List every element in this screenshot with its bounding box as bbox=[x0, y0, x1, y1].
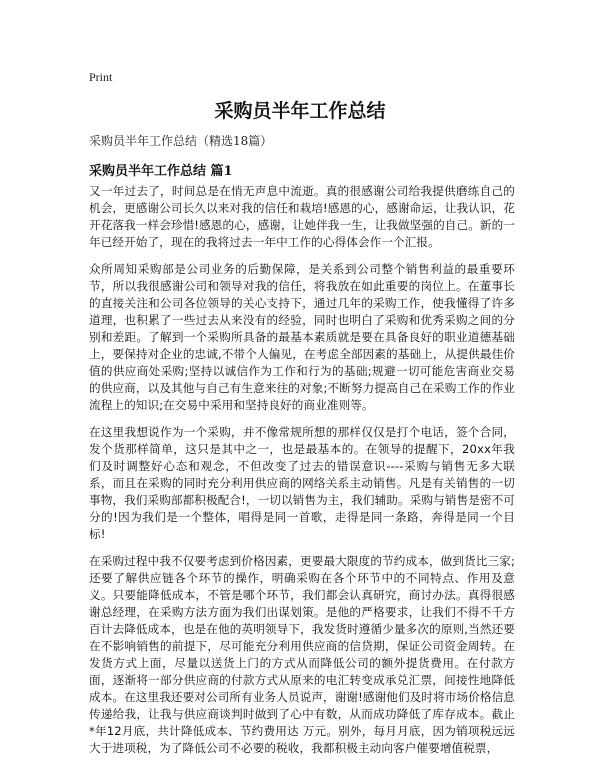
paragraph: 又一年过去了，时间总是在悄无声息中流逝。真的很感谢公司给我提供磨练自己的机会，更感谢公司长久以来对我的信任和栽培!感恩的心，感谢命运，让我认识，花开花落我一样会珍惜!感恩的心，感谢，让她伴我一生，让我做坚强的自己。新的一年已经开始了，现在的我将过去一年中工作的心得体会作一个汇报。 bbox=[89, 184, 515, 249]
document-subtitle: 采购员半年工作总结（精选18篇） bbox=[89, 134, 273, 148]
paragraph: 众所周知采购部是公司业务的后勤保障，是关系到公司整个销售利益的最重要环节，所以我很感谢公司和领导对我的信任，将我放在如此重要的岗位上。在董事长的直接关注和公司各位领导的关心支持下，通过几年的采购工作，使我懂得了许多道理，也积累了一些过去从来没有的经验，同时也明白了采购和优秀采购之间的分别和差距。了解到一个采购所具备的最基本素质就是要在具备良好的职业道德基础上，要保持对企业的忠诚,不带个人偏见，在考虑全部因素的基础上，从提供最佳价值的供应商处采购;坚持以诚信作为工作和行为的基础;规避一切可能危害商业交易的供应商，以及其他与自己有生意来往的对象;不断努力提高自己在采购工作的作业流程上的知识;在交易中采用和坚持良好的商业准则等。 bbox=[89, 262, 515, 412]
section-heading: 采购员半年工作总结 篇1 bbox=[89, 164, 233, 179]
paragraph: 在这里我想说作为一个采购，并不像常规所想的那样仅仅是打个电话，签个合同，发个货那样简单，这只是其中之一，也是最基本的。在领导的提醒下，20xx年我们及时调整好心态和观念，不但改变了过去的错误意识----采购与销售无多大联系，而且在采购的同时充分利用供应商的网络关系主动销售。凡是有关销售的一切事物，我们采购部都积极配合!，一切以销售为主，我们辅助。采购与销售是密不可分的!因为我们是一个整体，唱得是同一首歌，走得是同一条路，奔得是同一个目标! bbox=[89, 425, 515, 541]
paragraph: 在采购过程中我不仅要考虑到价格因素，更要最大限度的节约成本，做到货比三家;还要了解供应链各个环节的操作，明确采购在各个环节中的不同特点、作用及意义。只要能降低成本，不管是哪个环节，我们都会认真研究，商讨办法。真得很感谢总经理，在采购方法方面为我们出谋划策。是他的严格要求，让我们不得不千方百计去降低成本，也是在他的英明领导下，我发货时遵循少量多次的原则,当然还要在不影响销售的前提下，尽可能充分利用供应商的信贷期，保证公司资金周转。在发货方式上面，尽量以送货上门的方式从而降低公司的额外提货费用。在付款方面，逐渐将一部分供应商的付款方式从原来的电汇转变成承兑汇票，间接性地降低成本。在这里我还要对公司所有业务人员说声，谢谢!感谢他们及时将市场价格信息传递给我，让我与供应商谈判时做到了心中有数，从而成功降低了库存成本。截止*年12月底，共计降低成本、节约费用达 万元。别外，每月月底，因为销项税远远大于进项税，为了降低公司不必要的税收，我都积极主动向客户催要增值税票， bbox=[89, 554, 515, 755]
print-link[interactable]: Print bbox=[89, 70, 113, 84]
page-title: 采购员半年工作总结 bbox=[214, 100, 386, 122]
article-body bbox=[89, 183, 515, 767]
